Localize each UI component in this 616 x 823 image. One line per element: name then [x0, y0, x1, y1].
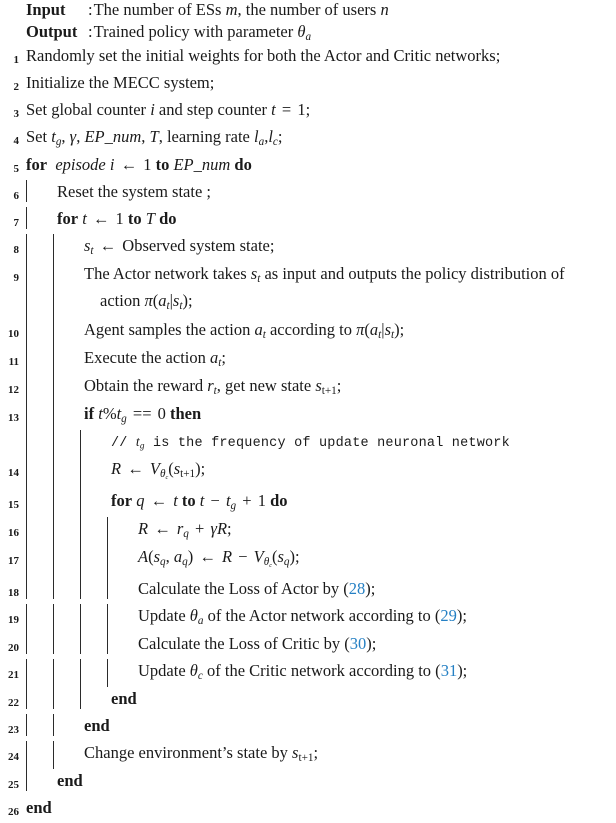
line-number: 16	[8, 526, 19, 539]
end-keyword: end	[26, 798, 52, 818]
line-text: Calculate the Loss of Actor by (28);	[138, 578, 376, 598]
line-text: Change environment’s state by $s_{t+1}$;	[84, 743, 319, 765]
indent-rail	[80, 632, 107, 654]
indent-rail	[26, 545, 53, 577]
line-text: Execute the action $a_t$;	[84, 347, 226, 369]
indent-rail	[107, 577, 134, 599]
line-number: 15	[8, 498, 19, 511]
input-label: Input	[26, 0, 66, 19]
indent-rail	[26, 402, 53, 430]
indent-rail	[107, 517, 134, 545]
line-number: 22	[8, 697, 19, 710]
line-text: R ← $V_{\theta c}(s_{t+1})$;	[111, 458, 206, 481]
equation-reference-31[interactable]: 31	[440, 661, 458, 681]
indent-rail	[53, 457, 80, 489]
line-number: 5	[13, 163, 19, 176]
algorithm-line	[0, 632, 616, 659]
line-number: 4	[13, 135, 19, 147]
indent-rail	[53, 430, 80, 457]
indent-rail	[26, 517, 53, 545]
line-text	[107, 687, 616, 709]
indent-rail	[26, 318, 53, 346]
indent-rail	[26, 741, 53, 769]
algorithm-line	[0, 714, 616, 741]
algorithm-line	[0, 346, 616, 374]
indent-rail	[26, 346, 53, 374]
indent-rail	[80, 545, 107, 577]
line-number: 18	[8, 586, 19, 599]
line-text	[80, 714, 616, 736]
algorithm-line	[0, 44, 616, 71]
algorithm-line	[0, 374, 616, 402]
line-number: 9	[13, 272, 19, 285]
indent-rail	[26, 632, 53, 654]
indent-rail	[53, 374, 80, 402]
algorithm-line	[0, 489, 616, 517]
indent-rail	[26, 374, 53, 402]
algorithm-line	[0, 180, 616, 207]
line-number: 24	[8, 751, 19, 764]
indent-rail	[53, 632, 80, 654]
line-number: 6	[13, 190, 19, 203]
line-number: 11	[8, 355, 19, 368]
indent-rail	[80, 687, 107, 709]
line-text: Update $\theta_a$ of the Actor network according to (29);	[138, 605, 467, 628]
algorithm-line	[0, 796, 616, 823]
line-text	[53, 769, 616, 791]
line-number: 25	[8, 779, 19, 792]
indent-rail	[26, 180, 53, 202]
indent-rail	[53, 545, 80, 577]
indent-rail	[53, 318, 80, 346]
line-number: 23	[8, 724, 19, 737]
line-number: 20	[8, 642, 19, 655]
algorithm-line	[0, 577, 616, 604]
line-number: 13	[8, 411, 19, 424]
line-number: 17	[8, 554, 19, 567]
line-text: Reset the system state ;	[57, 182, 211, 202]
indent-rail	[53, 659, 80, 687]
indent-rail	[26, 769, 53, 791]
indent-rail	[26, 577, 53, 599]
algorithm-line	[0, 262, 616, 317]
algorithm-line	[0, 545, 616, 577]
indent-rail	[53, 402, 80, 430]
line-text: Calculate the Loss of Critic by (30);	[138, 634, 377, 654]
indent-rail	[26, 604, 53, 632]
equation-reference-30[interactable]: 30	[349, 634, 367, 654]
line-text	[22, 796, 616, 818]
line-text: for q ← t to $t - t_g + 1$ do	[111, 490, 288, 512]
algorithm-line	[0, 741, 616, 769]
indent-rail	[26, 687, 53, 709]
line-text: Update $\theta_c$ of the Critic network according to (31);	[138, 661, 468, 683]
output-value: Trained policy with parameter $\theta_a$	[93, 22, 312, 44]
line-number: 26	[8, 806, 19, 819]
comment-text: // $t_g$ is the frequency of update neuronal network	[111, 434, 510, 452]
indent-rail	[26, 489, 53, 517]
algorithm-line	[0, 659, 616, 687]
algorithm-line	[0, 318, 616, 346]
input-colon: :	[88, 0, 93, 19]
algorithm-comment-line	[0, 430, 616, 457]
line-text: The Actor network takes $s_t$ as input and outputs the policy distribution of action $\pi(a_t|s_t)$;	[84, 264, 565, 313]
algorithm-line	[0, 402, 616, 430]
indent-rail	[26, 262, 53, 317]
line-number: 8	[13, 244, 19, 257]
line-text: for episode i ← 1 to EP_num do	[26, 155, 252, 175]
algorithm-line	[0, 769, 616, 796]
line-number	[0, 430, 22, 436]
line-number: 3	[13, 108, 19, 120]
indent-rail	[107, 545, 134, 577]
line-number: 2	[13, 81, 19, 93]
line-number: 7	[13, 217, 19, 230]
algorithm-output-row	[0, 22, 616, 44]
indent-rail	[80, 659, 107, 687]
indent-rail	[80, 604, 107, 632]
equation-reference-28[interactable]: 28	[348, 578, 366, 598]
algorithm-line	[0, 207, 616, 234]
line-text: Initialize the MECC system;	[26, 73, 215, 92]
indent-rail	[53, 346, 80, 374]
line-number: 19	[8, 613, 19, 626]
indent-rail	[53, 234, 80, 262]
line-text: $s_t$ ← Observed system state;	[84, 236, 275, 258]
line-text: Obtain the reward $r_t$, get new state $s_{t+1}$;	[84, 375, 342, 397]
algorithm-line	[0, 71, 616, 98]
indent-rail	[80, 430, 107, 457]
indent-rail	[80, 517, 107, 545]
end-keyword: end	[57, 771, 83, 791]
end-keyword: end	[111, 689, 137, 709]
line-text: R ← $r_q + \gamma R$;	[138, 518, 232, 540]
line-text: Set global counter i and step counter t = 1;	[26, 100, 311, 119]
line-number: 10	[8, 327, 19, 340]
indent-rail	[53, 741, 80, 769]
line-text: Randomly set the initial weights for both the Actor and Critic networks;	[26, 46, 501, 65]
line-number: 12	[8, 383, 19, 396]
algorithm-line	[0, 234, 616, 262]
indent-rail	[80, 489, 107, 517]
line-text: Agent samples the action $a_t$ according to $\pi(a_t|s_t)$;	[84, 319, 405, 341]
end-keyword: end	[84, 716, 110, 736]
indent-rail	[53, 604, 80, 632]
indent-rail	[26, 234, 53, 262]
indent-rail	[53, 262, 80, 317]
algorithm-line	[0, 153, 616, 180]
indent-rail	[26, 207, 53, 229]
indent-rail	[26, 659, 53, 687]
algorithm-line	[0, 604, 616, 632]
algorithm-line	[0, 517, 616, 545]
line-text: Set $t_g$, γ, EP_num, T, learning rate $l_a,l_c$;	[26, 127, 283, 149]
output-colon: :	[88, 22, 93, 41]
input-value: The number of ESs m, the number of users n	[93, 0, 389, 19]
indent-rail	[80, 577, 107, 599]
line-number: 1	[13, 54, 19, 66]
line-number: 21	[8, 669, 19, 682]
indent-rail	[107, 659, 134, 687]
indent-rail	[80, 457, 107, 489]
line-text: $A(s_q$, $a_q$) ← $R - V_{\theta c}(s_q)$;	[138, 546, 300, 569]
indent-rail	[53, 687, 80, 709]
indent-rail	[53, 489, 80, 517]
indent-rail	[53, 517, 80, 545]
indent-rail	[26, 714, 53, 736]
indent-rail	[107, 604, 134, 632]
algorithm-line	[0, 457, 616, 489]
algorithm-input-row	[0, 0, 616, 22]
algorithm-line	[0, 687, 616, 714]
indent-rail	[53, 577, 80, 599]
indent-rail	[26, 430, 53, 457]
algorithm-line	[0, 98, 616, 125]
indent-rail	[107, 632, 134, 654]
equation-reference-29[interactable]: 29	[440, 605, 457, 625]
algorithm-line	[0, 125, 616, 153]
indent-rail	[26, 457, 53, 489]
output-label: Output	[26, 22, 78, 41]
line-number: 14	[8, 466, 19, 479]
indent-rail	[53, 714, 80, 736]
line-text: if $t\%t_g == 0$ then	[84, 403, 202, 426]
line-text: for t ← 1 to T do	[57, 209, 177, 229]
